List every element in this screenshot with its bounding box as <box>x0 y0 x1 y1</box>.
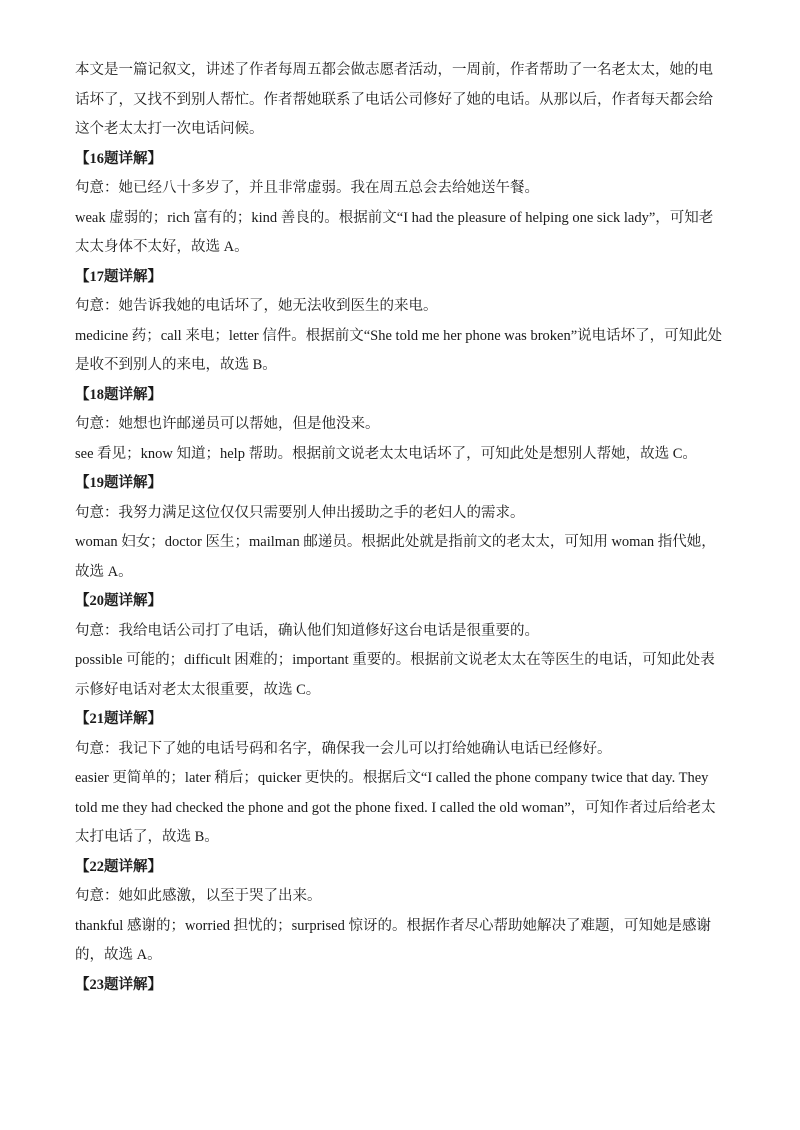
question-block <box>75 263 725 381</box>
question-heading-23: 【23题详解】 <box>75 976 162 993</box>
question-heading: 【20题详解】 <box>75 593 162 609</box>
question-block <box>75 145 725 263</box>
question-heading: 【21题详解】 <box>75 711 162 727</box>
question-heading: 【18题详解】 <box>75 386 162 403</box>
option-explanation: woman 妇女；doctor 医生；mailman 邮递员。根据此处就是指前文的老太太，可知用 woman 指代她，故选 A。 <box>75 534 716 580</box>
intro-paragraph: 本文是一篇记叙文，讲述了作者每周五都会做志愿者活动，一周前，作者帮助了一名老太太，她的电话坏了，又找不到别人帮忙。作者帮她联系了电话公司修好了她的电话。从那以后，作者每天都会给这个老太太打一次电话问候。 <box>75 62 713 137</box>
question-heading: 【22题详解】 <box>75 858 162 875</box>
sentence-meaning: 句意：她已经八十多岁了，并且非常虚弱。我在周五总会去给她送午餐。 <box>75 180 539 196</box>
question-list <box>75 145 725 971</box>
question-heading: 【16题详解】 <box>75 150 162 167</box>
option-explanation: easier 更简单的；later 稍后；quicker 更快的。根据后文“I called the phone company twice that day. They told me they had checked the phone and got the phone fixed. I called the old woman”，可知作者过后给老太太打电话了，故选 B。 <box>75 770 716 845</box>
sentence-meaning: 句意：我给电话公司打了电话，确认他们知道修好这台电话是很重要的。 <box>75 622 539 639</box>
option-explanation: weak 虚弱的；rich 富有的；kind 善良的。根据前文“I had the pleasure of helping one sick lady”，可知老太太身体不太好，故选 A。 <box>75 209 714 255</box>
question-heading: 【17题详解】 <box>75 268 162 285</box>
option-explanation: possible 可能的；difficult 困难的；important 重要的。根据前文说老太太在等医生的电话，可知此处表示修好电话对老太太很重要，故选 C。 <box>75 652 715 698</box>
sentence-meaning: 句意：她想也许邮递员可以帮她，但是他没来。 <box>75 416 380 432</box>
option-explanation: thankful 感谢的；worried 担忧的；surprised 惊讶的。根据作者尽心帮助她解决了难题，可知她是感谢的，故选 A。 <box>75 917 711 963</box>
question-block <box>75 853 725 971</box>
option-explanation: see 看见；know 知道；help 帮助。根据前文说老太太电话坏了，可知此处是想别人帮她，故选 C。 <box>75 445 697 462</box>
sentence-meaning: 句意：我记下了她的电话号码和名字，确保我一会儿可以打给她确认电话已经修好。 <box>75 740 612 757</box>
question-block <box>75 381 725 470</box>
question-block <box>75 469 725 587</box>
sentence-meaning: 句意：她如此感激，以至于哭了出来。 <box>75 888 322 904</box>
question-block <box>75 705 725 853</box>
option-explanation: medicine 药；call 来电；letter 信件。根据前文“She told me her phone was broken”说电话坏了，可知此处是收不到别人的来电，故选 B。 <box>75 327 723 373</box>
answer-explanations <box>75 56 725 1000</box>
sentence-meaning: 句意：我努力满足这位仅仅只需要别人伸出援助之手的老妇人的需求。 <box>75 504 525 521</box>
sentence-meaning: 句意：她告诉我她的电话坏了，她无法收到医生的来电。 <box>75 298 438 314</box>
question-block <box>75 587 725 705</box>
question-heading: 【19题详解】 <box>75 475 162 491</box>
